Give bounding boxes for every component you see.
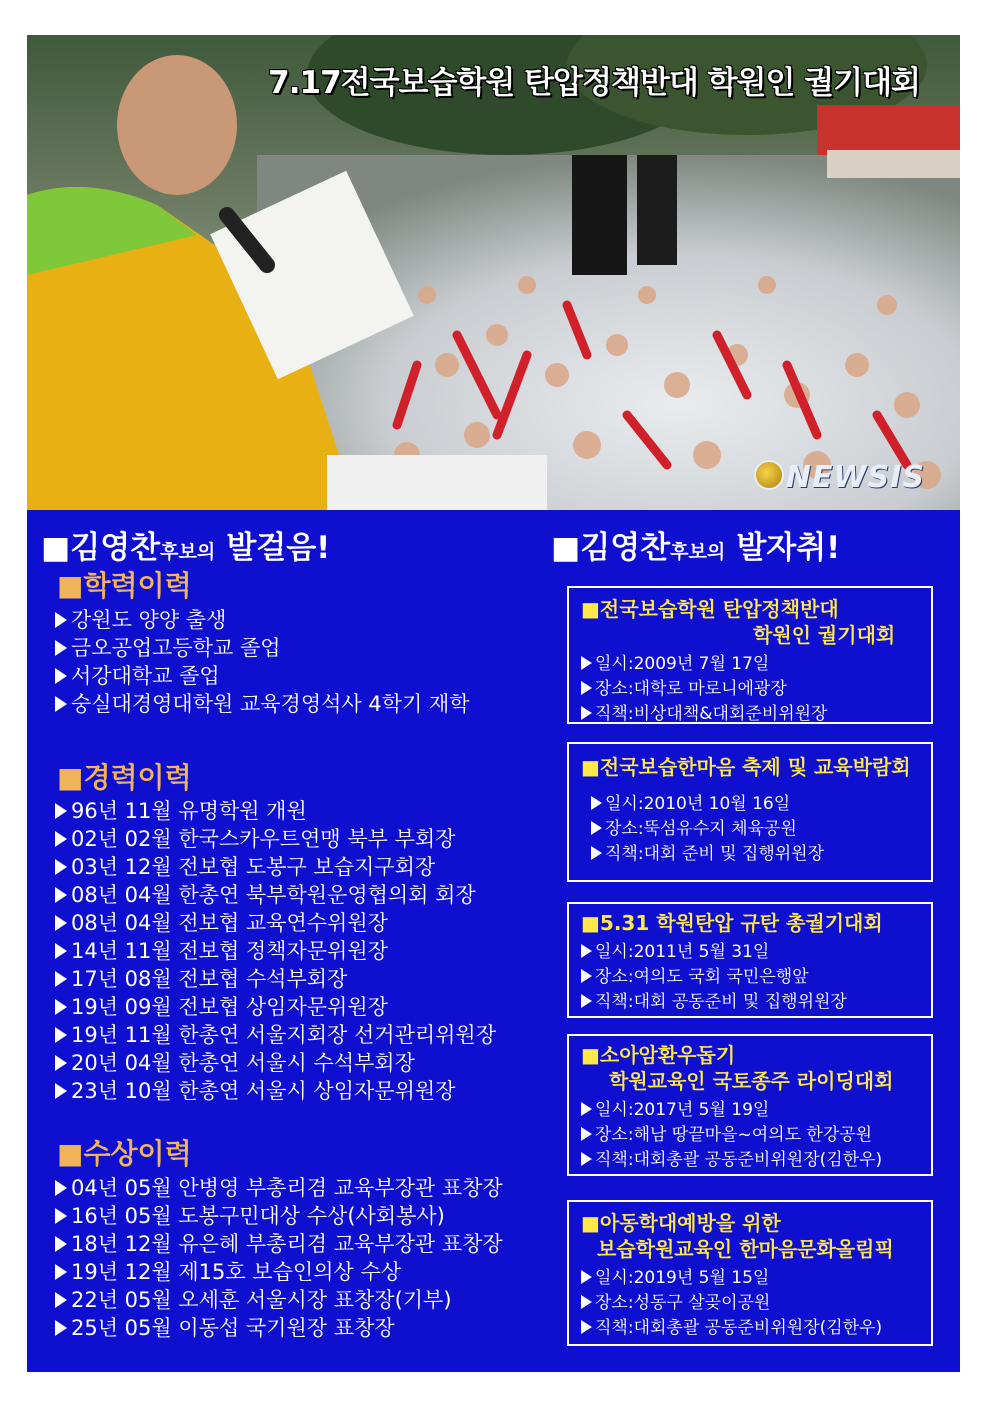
arrow-icon — [55, 1320, 67, 1336]
arrow-icon — [55, 1027, 67, 1043]
list-item — [55, 797, 496, 825]
left-section-title — [41, 522, 330, 567]
event-title-line1: ■아동학대예방을 위한 — [581, 1211, 781, 1235]
event-role — [581, 1316, 919, 1341]
arrow-icon — [581, 1102, 592, 1116]
arrow-icon — [581, 656, 592, 670]
arrow-icon — [581, 1270, 592, 1284]
list-item — [55, 1230, 503, 1258]
career-item-text: 14년 11월 전보협 정책자문위원장 — [71, 939, 388, 963]
event-title-line2: 보습학원교육인 한마음문화올림픽 — [597, 1237, 894, 1261]
list-item — [55, 993, 496, 1021]
award-item-text: 04년 05월 안병영 부총리겸 교육부장관 표창장 — [71, 1176, 503, 1200]
education-heading: ■학력이력 — [57, 569, 192, 602]
rally-photo — [27, 35, 960, 510]
event-title — [581, 596, 919, 648]
career-item-text: 96년 11월 유명학원 개원 — [71, 799, 307, 823]
right-title-main: 발자취! — [736, 530, 841, 566]
event-date — [581, 940, 919, 965]
award-item-text: 18년 12월 유은혜 부총리겸 교육부장관 표창장 — [71, 1232, 503, 1256]
career-item-text: 17년 08월 전보협 수석부회장 — [71, 967, 348, 991]
event-title — [581, 754, 919, 780]
arrow-icon — [55, 915, 67, 931]
event-date-text: 일시:2011년 5월 31일 — [595, 942, 770, 962]
list-item — [55, 909, 496, 937]
arrow-icon — [591, 846, 602, 860]
awards-heading: ■수상이력 — [57, 1137, 192, 1170]
event-place-text: 장소:성동구 살곶이공원 — [595, 1293, 771, 1313]
event-role — [581, 842, 919, 867]
event-role-text: 직책:대회 준비 및 집행위원장 — [605, 844, 825, 864]
left-title-suffix: 후보의 — [160, 541, 216, 563]
arrow-icon — [55, 612, 67, 628]
event-role-text: 직책:대회 공동준비 및 집행위원장 — [595, 992, 847, 1012]
event-title-line1: ■전국보습학원 탄압정책반대 — [581, 597, 839, 621]
list-item — [55, 1258, 503, 1286]
event-place-text: 장소:뚝섬유수지 체육공원 — [605, 819, 797, 839]
career-item-text: 20년 04월 한총연 서울시 수석부회장 — [71, 1051, 415, 1075]
arrow-icon — [581, 706, 592, 720]
event-place-text: 장소:대학로 마로니에광장 — [595, 679, 787, 699]
newsis-logo-icon — [754, 460, 784, 490]
arrow-icon — [581, 969, 592, 983]
list-item — [55, 634, 470, 662]
career-item-text: 19년 09월 전보협 상임자문위원장 — [71, 995, 388, 1019]
event-place-text: 장소:여의도 국회 국민은행앞 — [595, 967, 809, 987]
arrow-icon — [581, 994, 592, 1008]
profile-panel — [27, 510, 960, 1372]
list-item — [55, 965, 496, 993]
list-item — [55, 937, 496, 965]
education-item-text: 숭실대경영대학원 교육경영석사 4학기 재학 — [71, 692, 470, 716]
event-role-text: 직책:비상대책&대회준비위원장 — [595, 704, 828, 724]
list-item — [55, 690, 470, 718]
career-item-text: 02년 02월 한국스카우트연맹 북부 부회장 — [71, 827, 456, 851]
event-title-line1: ■소아암환우돕기 — [581, 1043, 736, 1067]
arrow-icon — [55, 1264, 67, 1280]
event-date-text: 일시:2009년 7월 17일 — [595, 654, 770, 674]
list-item — [55, 1314, 503, 1342]
event-date — [581, 652, 919, 677]
arrow-icon — [55, 803, 67, 819]
event-title-line1: ■전국보습한마음 축제 및 교육박람회 — [581, 755, 911, 779]
award-item-text: 16년 05월 도봉구민대상 수상(사회봉사) — [71, 1204, 445, 1228]
event-place — [581, 965, 919, 990]
arrow-icon — [581, 1127, 592, 1141]
event-date — [581, 792, 919, 817]
event-title — [581, 910, 919, 936]
career-list — [55, 797, 496, 1105]
newsis-watermark — [754, 460, 925, 495]
right-section-title — [551, 522, 840, 567]
event-role-text: 직책:대회총괄 공동준비위원장(김한우) — [595, 1318, 883, 1338]
event-role — [581, 702, 919, 727]
education-item-text: 강원도 양양 출생 — [71, 608, 227, 632]
arrow-icon — [55, 1292, 67, 1308]
career-item-text: 23년 10월 한총연 서울시 상임자문위원장 — [71, 1079, 456, 1103]
event-role — [581, 1148, 919, 1173]
arrow-icon — [581, 681, 592, 695]
arrow-icon — [55, 1208, 67, 1224]
arrow-icon — [55, 1055, 67, 1071]
event-title-line2: 학원인 궐기대회 — [753, 623, 896, 647]
career-item-text: 19년 11월 한총연 서울지회장 선거관리위원장 — [71, 1023, 497, 1047]
arrow-icon — [55, 1236, 67, 1252]
award-item-text: 19년 12월 제15호 보습인의상 수상 — [71, 1260, 402, 1284]
arrow-icon — [55, 887, 67, 903]
event-date-text: 일시:2010년 10월 16일 — [605, 794, 791, 814]
list-item — [55, 825, 496, 853]
event-role-text: 직책:대회총괄 공동준비위원장(김한우) — [595, 1150, 883, 1170]
education-item-text: 서강대학교 졸업 — [71, 664, 220, 688]
arrow-icon — [55, 1083, 67, 1099]
list-item — [55, 881, 496, 909]
list-item — [55, 1286, 503, 1314]
list-item — [55, 1021, 496, 1049]
event-place — [581, 1291, 919, 1316]
event-date — [581, 1098, 919, 1123]
right-title-suffix: 후보의 — [670, 541, 726, 563]
arrow-icon — [581, 944, 592, 958]
event-box — [567, 1034, 933, 1176]
list-item — [55, 1049, 496, 1077]
rally-photo-illustration — [27, 35, 960, 510]
list-item — [55, 606, 470, 634]
arrow-icon — [581, 1152, 592, 1166]
banner-title: 7.17전국보습학원 탄압정책반대 학원인 궐기대회 — [268, 65, 920, 101]
arrow-icon — [55, 668, 67, 684]
event-date — [581, 1266, 919, 1291]
list-item — [55, 1202, 503, 1230]
arrow-icon — [55, 640, 67, 656]
event-place — [581, 817, 919, 842]
event-title-line1: ■5.31 학원탄압 규탄 총궐기대회 — [581, 911, 883, 935]
arrow-icon — [581, 1295, 592, 1309]
career-item-text: 08년 04월 전보협 교육연수위원장 — [71, 911, 388, 935]
arrow-icon — [55, 859, 67, 875]
arrow-icon — [591, 821, 602, 835]
event-place — [581, 677, 919, 702]
event-box — [567, 742, 933, 882]
event-box — [567, 1200, 933, 1346]
right-title-name: ■김영찬 — [551, 530, 671, 566]
event-date-text: 일시:2017년 5월 19일 — [595, 1100, 770, 1120]
left-title-main: 발걸음! — [226, 530, 331, 566]
award-item-text: 22년 05월 오세훈 서울시장 표창장(기부) — [71, 1288, 452, 1312]
arrow-icon — [55, 971, 67, 987]
event-box — [567, 586, 933, 724]
arrow-icon — [581, 1320, 592, 1334]
list-item — [55, 1077, 496, 1105]
event-title-line2: 학원교육인 국토종주 라이딩대회 — [609, 1069, 894, 1093]
event-title — [581, 1210, 919, 1262]
watermark-text: NEWSIS — [785, 460, 925, 495]
left-title-name: ■김영찬 — [41, 530, 161, 566]
arrow-icon — [55, 696, 67, 712]
event-place — [581, 1123, 919, 1148]
list-item — [55, 853, 496, 881]
award-item-text: 25년 05월 이동섭 국기원장 표창장 — [71, 1316, 395, 1340]
event-box — [567, 902, 933, 1018]
career-item-text: 03년 12월 전보협 도봉구 보습지구회장 — [71, 855, 436, 879]
career-heading: ■경력이력 — [57, 761, 192, 794]
education-list — [55, 606, 470, 718]
arrow-icon — [55, 999, 67, 1015]
event-title — [581, 1042, 919, 1094]
arrow-icon — [55, 943, 67, 959]
list-item — [55, 662, 470, 690]
arrow-icon — [55, 831, 67, 847]
list-item — [55, 1174, 503, 1202]
event-date-text: 일시:2019년 5월 15일 — [595, 1268, 770, 1288]
career-item-text: 08년 04월 한총연 북부학원운영협의회 회장 — [71, 883, 476, 907]
arrow-icon — [55, 1180, 67, 1196]
arrow-icon — [591, 796, 602, 810]
event-role — [581, 990, 919, 1015]
awards-list — [55, 1174, 503, 1342]
education-item-text: 금오공업고등학교 졸업 — [71, 636, 281, 660]
event-place-text: 장소:해남 땅끝마을~여의도 한강공원 — [595, 1125, 873, 1145]
